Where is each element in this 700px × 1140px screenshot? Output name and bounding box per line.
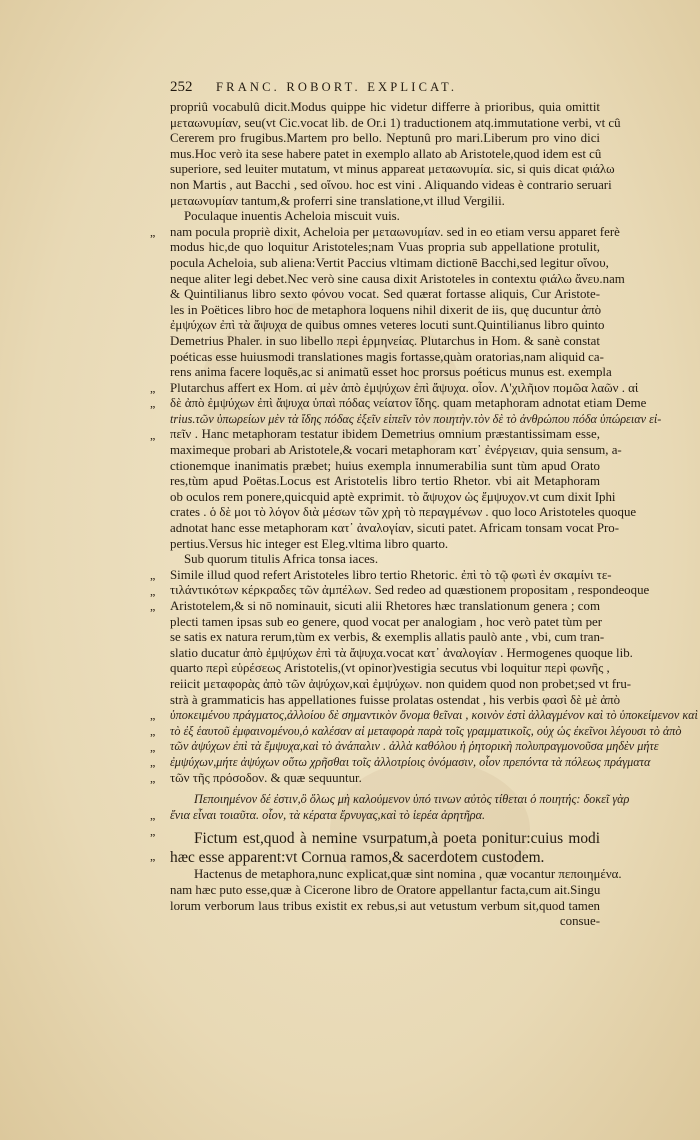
text-line: Fictum est,quod à nemine vsurpatum,à poeta ponitur:cuius modi — [194, 830, 600, 848]
margin-mark: „ — [150, 583, 156, 598]
text-line: Poculaque inuentis Acheloia miscuit vuis. — [184, 209, 400, 224]
text-line: τῶν ἀψύχων ἐπὶ τὰ ἔμψυχα,καὶ τὸ ἀνάπαλιν . ἀλλὰ καθόλου ἡ ῥητορικὴ πολυπραγμονοῦσα μηδὲν μήτε — [170, 739, 659, 754]
text-line: poéticas esse huiusmodi translationes magis fortasse,quàm oratorias,nam aliquid ca- — [170, 349, 604, 364]
text-line: ἔνια εἶναι τοιαῦτα. οἷον, τὰ κέρατα ἔρνυγας,καὶ τὸ ἱερέα ἀρητῆρα. — [170, 807, 486, 822]
running-head: FRANC. ROBORT. EXPLICAT. — [216, 80, 458, 94]
margin-mark: „ — [150, 848, 156, 863]
margin-mark: „ — [150, 739, 156, 754]
text-line: τὸ ἐξ ἑαυτοῦ ἐμφαινομένου,ὁ καλέσαν αἱ μεταφορὰ παρὰ τοῖς γραμματικοῖς, οὐχ ὡς ἐκεῖνοι λέγουσι τὸ ἀπὸ — [170, 723, 682, 738]
text-line: les in Poëtices libro hoc de metaphora loquens nihil dixerit de iis, quę ducuntur ἀπὸ — [170, 302, 602, 317]
margin-mark: „ — [150, 380, 156, 395]
text-line: non Martis , aut Bacchi , sed οἴνου. hoc est vini . Aliquando videas è contrario seruari — [170, 177, 612, 192]
margin-mark: „ — [150, 808, 156, 822]
margin-mark: „ — [150, 755, 156, 770]
page-number: 252 — [170, 79, 193, 95]
text-line: Hactenus de metaphora,nunc explicat,quæ sint nomina , quæ vocantur πεποιημένα. — [194, 867, 622, 882]
text-line: maximeque probari ab Aristotele,& vocari metaphoram κατ᾽ ἐνέργειαν, quia sensum, a- — [170, 443, 622, 458]
text-line: slatio ducatur ἀπὸ ἐμψύχων ἐπὶ τὰ ἄψυχα.vocat κατ᾽ ἀναλογίαν . Hermogenes quoque lib. — [170, 645, 633, 660]
margin-mark: „ — [150, 823, 156, 838]
text-line: quarto περὶ εὑρέσεως Aristotelis,(vt opinor)vestigia secutus vbi loquitur περὶ φωνῆς , — [170, 661, 610, 676]
text-line: nam hæc puto esse,quæ à Cicerone libro de Oratore appellantur facta,cum ait.Singu — [170, 882, 601, 897]
text-line: Aristotelem,& si nō nominauit, sicuti alii Rhetores hæc translationum genera ; com — [170, 599, 600, 613]
margin-mark: „ — [150, 396, 156, 411]
text-line: τιλάντικότων κέρκραδες τῶν ἀμπέλων. Sed redeo ad quæstionem propositam , respondeoque — [170, 583, 650, 598]
body-text — [170, 100, 698, 930]
text-line: ctionemque inanimatis præbet; huius exempla innumerabilia sunt tùm apud Orato — [170, 458, 600, 473]
margin-mark: „ — [150, 770, 156, 785]
text-line: lorum verborum laus tribus existit ex rebus,si aut vetustum verbum sit,quod tamen — [170, 898, 600, 913]
text-line: strà à grammaticis has appellationes fuisse prolatas ostendat , his verbis φασὶ δὲ μὲ ἀπὸ — [170, 692, 621, 707]
text-line: ἐμψύχων ἐπὶ τὰ ἄψυχα de quibus omnes veteres locuti sunt.Quintilianus libro quinto — [170, 318, 605, 333]
margin-mark: „ — [150, 708, 156, 723]
text-line: mus.Hoc verò ita sese habere patet in exemplo allato ab Aristotele,quod idem est cû — [170, 146, 602, 161]
text-line: neque aliter legi debet.Nec verò sine causa dixit Aristoteles in contextu φιάλω ἄνευ.nam — [170, 271, 625, 286]
text-line: modus hic,de quo loquitur Aristoteles;nam Vuas propria sub appellatione protulit, — [170, 240, 600, 255]
text-line: Πεποιημένον δέ ἐστιν,ὃ ὅλως μὴ καλούμενον ὑπό τινων αὐτὸς τίθεται ὁ ποιητής: δοκεῖ γὰρ — [194, 792, 630, 807]
text-line: ὑποκειμένου πράγματος,ἀλλοίου δὲ σημαντικὸν ὄνομα θεῖναι , κοινὸν ἐστὶ ἀλλαγμένον καὶ τὸ ὑποκείμενον καὶ — [170, 708, 698, 723]
text-line: crates . ὁ δὲ μοι τὸ λόγον διὰ μέσων τῶν χρὴ τὸ περαγμένων . quo loco Aristoteles quoque — [170, 505, 637, 520]
text-line: δὲ ἀπὸ ἐμψύχων ἐπὶ ἄψυχα ὑπαὶ πόδας νείατον ἴδης. quam metaphoram adnotat etiam Deme — [170, 396, 647, 411]
text-line: Cererem pro frugibus.Martem pro bello. Neptunû pro mari.Liberum pro vino dici — [170, 131, 600, 146]
text-line: superiore, sed leuiter mutatum, vt minus appareat μεταωνυμία. sic, si quis dicat φιάλω — [170, 162, 615, 177]
text-line: rens anima facere loquẽs,ac si animatũ esset hoc prorsus poéticus munus est. exempla — [170, 365, 612, 380]
margin-mark: „ — [150, 427, 156, 442]
text-line: adnotat hanc esse metaphoram κατ᾽ ἀναλογίαν, sicuti patet. Africam tonsam vocat Pro- — [170, 521, 620, 536]
margin-mark: „ — [150, 599, 156, 614]
text-line: μεταωνυμίαν tantum,& proferri sine translatione,vt illud Vergilii. — [170, 193, 505, 208]
text-line: consue- — [559, 914, 600, 929]
text-line: nam pocula propriè dixit, Acheloia per μεταωνυμίαν. sed in eo etiam versu apparet ferè — [170, 224, 620, 239]
text-line: πεῖν . Hanc metaphoram testatur ibidem Demetrius omnium præstantissimam esse, — [170, 427, 600, 442]
margin-mark: „ — [150, 724, 156, 738]
margin-mark: „ — [150, 568, 156, 582]
text-line: pocula Acheloia, sub aliena:Vertit Paccius vltimam dictionē Bacchi,sed legitur οἴνου, — [170, 255, 609, 270]
text-line: Simile illud quod refert Aristoteles libro tertio Rhetoric. ἐπὶ τὸ τῷ φωτὶ ἐν σκαμίνι τε- — [170, 567, 612, 582]
text-line: pertius.Versus hic integer est Eleg.vltima libro quarto. — [170, 536, 449, 551]
margin-mark: „ — [150, 224, 156, 239]
text-line: reiicit μεταφορὰς ἀπὸ τῶν ἀψύχων,καὶ ἐμψύχων. non quidem quod non probet;sed vt fru- — [170, 676, 632, 691]
text-line: ἐμψύχων,μήτε ἀψύχων οὕτω χρῆσθαι τοῖς ἀλλοτρίοις ὀνόμασιν, οἷον πρεπόντα τὰ πόλεως πράγματα — [170, 754, 651, 769]
text-line: hæc esse apparent:vt Cornua ramos,& sacerdotem custodem. — [170, 849, 545, 867]
text-line: Sub quorum titulis Africa tonsa iaces. — [184, 552, 379, 567]
page-header — [170, 79, 600, 99]
text-line: τῶν τῆς πρόσοδον. & quæ sequuntur. — [170, 770, 362, 785]
text-line: Demetrius Phaler. in suo libello περὶ ἑρμηνείας. Plutarchus in Hom. & sanè constat — [170, 333, 600, 348]
text-line: res,tùm apud Poëtas.Locus est Aristotelis libro tertio Rhetor. vbi ait Metaphoram — [170, 474, 600, 489]
text-line: plecti tamen ipsas sub eo genere, quod vocat per analogiam , hoc verò patet tùm per — [170, 614, 603, 629]
text-line: se satis ex natura rerum,tùm ex verbis, & exemplis allatis paulò ante , vbi, cum tran- — [170, 630, 605, 645]
text-line: trius.τῶν ὑπωρείων μὲν τὰ ἴδης πόδας ἐξεῖν εἰπεῖν τὸν ποιητὴν.τὸν δὲ τὸ ἀνθρώπου πόδα ὑπώρειαν εἰ- — [170, 411, 662, 426]
text-line: μεταωνυμίαν, seu(vt Cic.vocat lib. de Or.i 1) traductionem atq.immutatione verbi, vt cû — [170, 115, 621, 130]
text-line: ob oculos rem ponere,quicquid aptè exprimit. τὸ ἄψυχον ὡς ἔμψυχον.vt cum dixit Iphi — [170, 489, 616, 504]
text-line: & Quintilianus libro sexto φόνου vocat. Sed quærat fortasse aliquis, Cur Aristote- — [170, 287, 600, 302]
text-line: Plutarchus affert ex Hom. αἱ μὲν ἀπὸ ἐμψύχων ἐπὶ ἄψυχα. οἷον. Λ'χιλῆιον πομῶα λαῶν . αἱ — [170, 380, 639, 395]
text-line: propriû vocabulû dicit.Modus quippe hic videtur differre à prioribus, quia omittit — [170, 100, 600, 114]
